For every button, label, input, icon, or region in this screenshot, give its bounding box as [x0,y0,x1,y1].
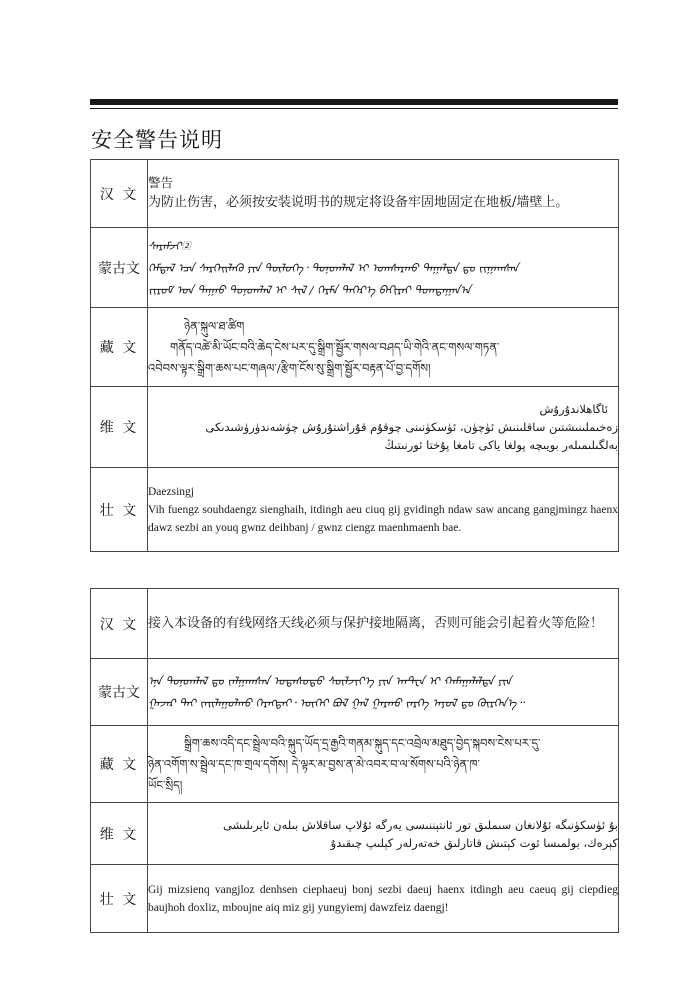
zhuang-text: Gij mizsienq vangjloz denhsen ciephaeuj bonj sezbi daeuj haenx itdingh aeu caeuq gij ciepdieg baujhoh doxliz, mboujne aiq miz gij yungyiemj dawzfeiz daengj! [148,883,618,914]
content-tibetan [148,726,619,803]
header-rule-thick [90,99,618,105]
page-title: 安全警告说明 [91,128,223,152]
mongolian-line: ᠡᠨᠡ ᠲᠣᠨᠣᠭᠯᠠᠯ ᠳᠤ ᠵᠠᠯᠭᠠᠭᠰᠠᠨ ᠤᠲᠠᠰᠤᠲᠤ ᠰᠦᠯᠵᠢᠶ᠎ᠡ ᠶᠢᠨ ᠠᠨᠲ᠋ᠧᠨ ᠢ ᠬᠠᠮᠠᠭᠠᠯᠠᠯᠲᠠ ᠶᠢᠨ [148,674,512,688]
header-rule-thin [90,108,618,109]
tibetan-line: གནོད་འཚེ་མི་ཡོང་བའི་ཆེད་ངེས་པར་དུ་སྒྲིག་སྦྱོར་གསལ་བཤད་ཡི་གེའི་ནང་གསལ་གཏན་ [170,339,500,354]
lang-label-uyghur: 维 文 [91,387,148,468]
tibetan-line: ཉེན་འགོག་ས་སྦྲེལ་དང་ཁ་གྲལ་དགོས། དེ་ལྟར་མ་བྱས་ན་མེ་འབར་བ་ལ་སོགས་པའི་ཉེན་ཁ་ [148,756,480,771]
lang-label-zhuang: 壮 文 [91,865,148,933]
tibetan-line: ཉེན་སྐུལ་ཐ་ཚིག [184,318,245,333]
content-uyghur [148,387,619,468]
uyghur-line: بۇ ئۈسكۈنىگە ئۇلانغان سىملىق تور ئانتېننىسى يەرگە ئۇلاپ ساقلاش بىلەن ئايرىلىشى [222,817,618,832]
zhuang-text: Vih fuengz souhdaengz sienghaih, itdingh aeu ciuq gij gvidingh ndaw saw ancang gangjmingz haenx dawz sezbi an youq gwnz deihbanj / gwnz ciengz maenhmaenh bae. [148,503,618,534]
lang-label-uyghur: 维 文 [91,803,148,865]
mongolian-line: ᠵᠢᠷᠤᠮ ᠤᠨ ᠳᠠᠭᠠᠤ ᠲᠣᠨᠣᠭᠯᠠᠯ ᠢ ᠰᠢᠯ / ᠬᠡᠷᠮᠡ ᠳᠡᠭᠡᠷ᠎ᠡ ᠪᠠᠬᠢᠷᠠᠢ ᠲᠣᠭᠲᠠᠭᠠᠨ᠎ᠠ [148,282,471,297]
uyghur-line: ئاگاھلاندۇرۇش [539,402,608,416]
zhuang-heading: Daezsingj [148,485,194,498]
mongolian-line: ᠭᠡᠮᠲᠡᠯ ᠡᠴᠡ ᠰᠡᠷᠭᠡᠢᠯᠡᠬᠦ ᠶᠢᠨ ᠲᠥᠯᠦᠭᠡ᠂ ᠲᠣᠨᠣᠭᠯᠠᠯ ᠢ ᠤᠭᠰᠠᠷᠬᠤ ᠳᠠᠭᠠᠯᠲᠠ ᠳᠤ ᠵᠢᠭᠠᠭᠰᠠᠨ [148,260,519,275]
table-row-zhuang [91,865,619,933]
mongolian-line: ᠭᠠᠵᠠᠷ ᠲᠠᠢ ᠵᠠᠢᠯᠠᠭᠤᠯᠬᠤ ᠬᠡᠷᠡᠭᠲᠡᠢ᠂ ᠦᠭᠡᠢ ᠪᠣᠯ ᠭᠠᠯ ᠭᠠᠷᠬᠤ ᠵᠡᠷᠭᠡ ᠠᠶᠤᠯ ᠳᠤ ᠬᠦᠷᠭᠡᠨ᠎ᠡ᠃ [148,696,524,710]
warning-text: 为防止伤害，必须按安装说明书的规定将设备牢固地固定在地板/墙壁上。 [148,195,569,210]
lang-label-zhuang: 壮 文 [91,468,148,552]
lang-label-tibetan: 藏 文 [91,726,148,803]
lang-label-chinese: 汉 文 [91,589,148,659]
uyghur-line: كېرەك، بولمىسا ئوت كېتىش قاتارلىق خەتەرلەر كېلىپ چىقىدۇ [330,835,618,850]
content-zhuang [148,865,619,933]
content-zhuang [148,468,619,552]
tibetan-line: སྒྲིག་ཆས་འདི་དང་སྦྲེལ་བའི་སྐུད་ཡོད་དྲ་རྒྱའི་གནམ་སྐུད་དང་འབྲེལ་མཐུད་བྱེད་སྐབས་ངེས་པར་དུ་ [184,735,541,750]
tibetan-line: ཡོང་སྲིད། [148,777,183,792]
warning-table-2 [90,588,619,933]
warning-heading: 警告 [148,175,174,190]
warning-text: 接入本设备的有线网络天线必须与保护接地隔离，否则可能会引起着火等危险！ [148,615,604,631]
table-row-uyghur [91,387,619,468]
table-row-uyghur [91,803,619,865]
content-tibetan [148,308,619,387]
uyghur-line: زەخىملىنىشتىن ساقلىنىش ئۈچۈن، ئۈسكۈنىنى چوقۇم قۇراشتۇرۇش چۈشەندۈرۈشىدىكى [205,420,618,434]
warning-table-1 [90,159,619,552]
content-chinese [148,589,619,659]
content-uyghur [148,803,619,865]
table-row-chinese [91,589,619,659]
uyghur-line: بەلگىلىمىلەر بويىچە پولغا ياكى تامغا پۇختا ئورنىتىڭ [384,438,618,452]
lang-label-mongolian: 蒙古文 [91,228,148,308]
tibetan-line: འབེབས་ལྟར་སྒྲིག་ཆས་པང་གཞལ་/རྩིག་ངོས་སུ་སྒྲིག་སྦྱོར་བརྟན་པོ་བྱ་དགོས། [148,360,431,375]
mongolian-line: ᠰᠡᠷᠡᠮᠵᠢ᠌ [148,238,191,253]
table-row-mongolian [91,659,619,726]
table-row-chinese [91,160,619,228]
lang-label-chinese: 汉 文 [91,160,148,228]
lang-label-mongolian: 蒙古文 [91,659,148,726]
content-mongolian [148,659,619,726]
table-row-tibetan [91,308,619,387]
table-row-zhuang [91,468,619,552]
content-mongolian [148,228,619,308]
table-row-tibetan [91,726,619,803]
lang-label-tibetan: 藏 文 [91,308,148,387]
table-row-mongolian [91,228,619,308]
content-chinese [148,160,619,228]
